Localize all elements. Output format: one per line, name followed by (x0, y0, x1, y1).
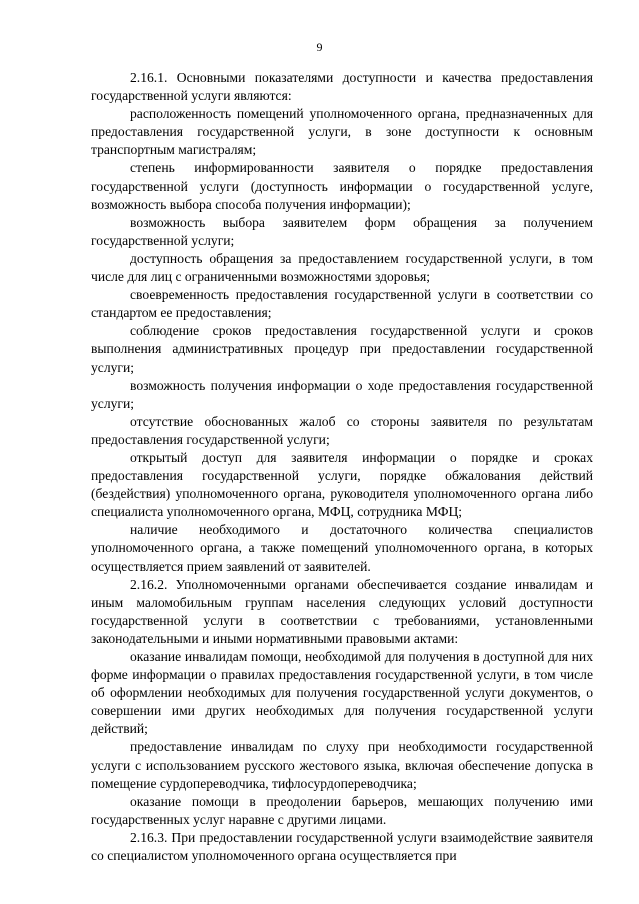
paragraph-progress-info: возможность получения информации о ходе предоставления государственной услуги; (91, 377, 593, 411)
paragraph-open-access: открытый доступ для заявителя информации о порядке и сроках предоставления государственной услуги, порядке обжалования действий (бездействия) уполномоченного органа, руководителя уполномоченного органа либо специалиста уполномоченного органа, МФЦ, сотрудника МФЦ; (91, 449, 593, 520)
paragraph-barriers: оказание помощи в преодолении барьеров, мешающих получению ими государственных услуг наравне с другими лицами. (91, 793, 593, 827)
paragraph-2-16-1-heading: 2.16.1. Основными показателями доступности и качества предоставления государственной услуги являются: (91, 70, 593, 104)
paragraph-no-complaints: отсутствие обоснованных жалоб со стороны заявителя по результатам предоставления государственной услуги; (91, 413, 593, 447)
paragraph-deadlines: соблюдение сроков предоставления государственной услуги и сроков выполнения административных процедур при предоставлении государственной услуги; (91, 323, 593, 375)
paragraph-sign-language: предоставление инвалидам по слуху при необходимости государственной услуги с использованием русского жестового языка, включая обеспечение допуска в помещение сурдопереводчика, тифлосурдопереводчика; (91, 739, 593, 791)
paragraph-2-16-3: 2.16.3. При предоставлении государственной услуги взаимодействие заявителя со специалистом уполномоченного органа осуществляется при (91, 829, 593, 864)
paragraph-choice-of-form: возможность выбора заявителем форм обращения за получением государственной услуги; (91, 214, 593, 248)
body-text (91, 69, 593, 865)
paragraph-assistance-info: оказание инвалидам помощи, необходимой для получения в доступной для них форме информации о правилах предоставления государственной услуги, в том числе об оформлении необходимых для получения государственной услуги документов, о совершении ими других необходимых для получения государственной услуги действий; (91, 649, 593, 737)
paragraph-timeliness: своевременность предоставления государственной услуги в соответствии со стандартом ее предоставления; (91, 287, 593, 321)
page-number: 9 (316, 40, 323, 54)
paragraph-location: расположенность помещений уполномоченного органа, предназначенных для предоставления государственной услуги, в зоне доступности к основным транспортным магистралям; (91, 106, 593, 158)
paragraph-staff-availability: наличие необходимого и достаточного количества специалистов уполномоченного органа, а также помещений уполномоченного органа, в которых осуществляется прием заявлений от заявителей. (91, 522, 593, 574)
paragraph-2-16-2: 2.16.2. Уполномоченными органами обеспечивается создание инвалидам и иным маломобильным группам населения следующих условий доступности государственной услуги в соответствии с требованиями, установленными законодательными и иными нормативными правовыми актами: (91, 576, 593, 646)
paragraph-accessibility: доступность обращения за предоставлением государственной услуги, в том числе для лиц с ограниченными возможностями здоровья; (91, 250, 593, 285)
paragraph-informedness: степень информированности заявителя о порядке предоставления государственной услуги (доступность информации о государственной услуге, возможность выбора способа получения информации); (91, 160, 593, 212)
